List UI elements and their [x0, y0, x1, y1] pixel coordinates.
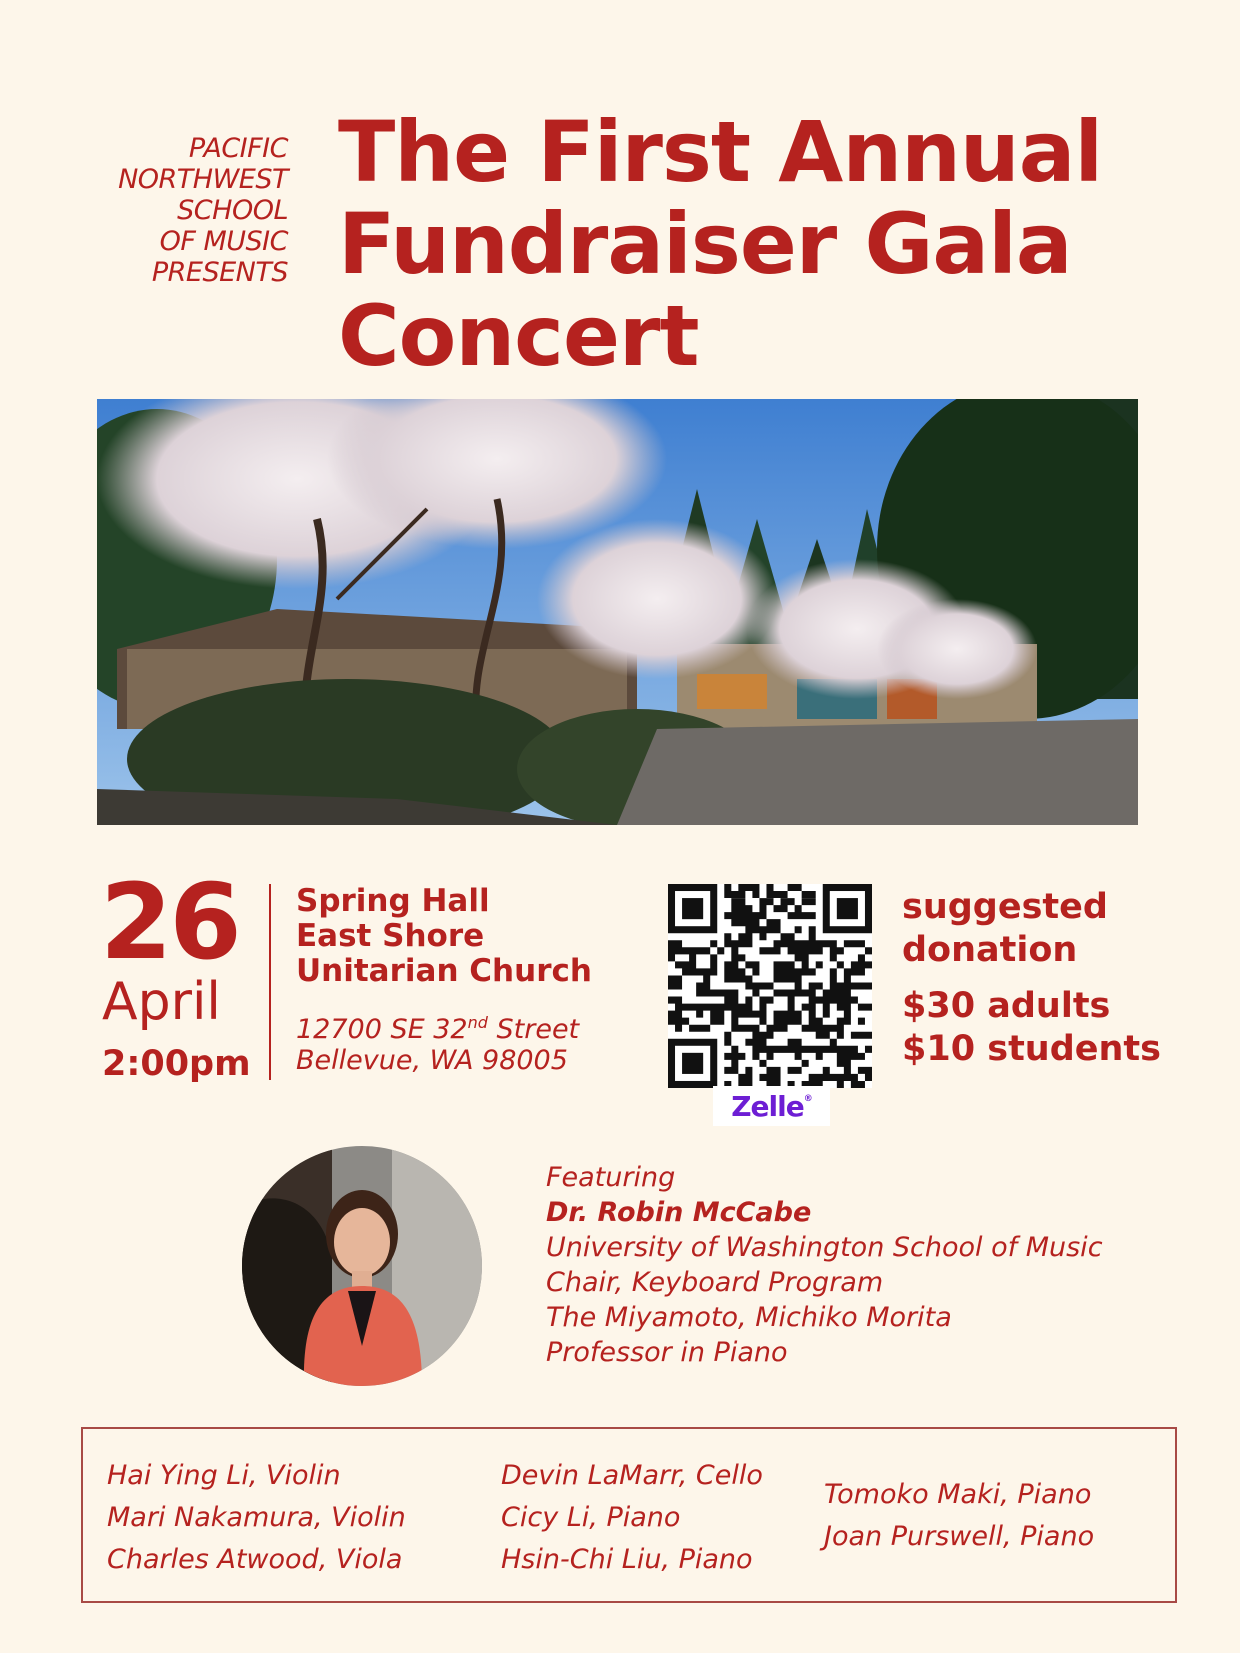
qr-finder-pattern — [837, 898, 858, 919]
performer: Tomoko Maki, Piano — [824, 1479, 1092, 1510]
event-day: 26 — [100, 861, 239, 983]
venue-street — [296, 1007, 592, 1045]
photo-illustration — [97, 399, 1138, 825]
venue-name — [296, 884, 592, 989]
featured-artist-name: Dr. Robin McCabe — [546, 1197, 812, 1228]
performer: Charles Atwood, Viola — [107, 1544, 403, 1575]
featuring-intro: Featuring — [546, 1162, 676, 1193]
performer: Joan Purswell, Piano — [824, 1521, 1095, 1552]
performer: Hsin-Chi Liu, Piano — [501, 1544, 753, 1575]
performer: Hai Ying Li, Violin — [107, 1460, 341, 1491]
venue-city: Bellevue, WA 98005 — [296, 1045, 568, 1076]
venue-name-line: Spring Hall — [296, 883, 490, 919]
featured-artist-detail: University of Washington School of Music — [546, 1232, 1103, 1263]
performer: Cicy Li, Piano — [501, 1502, 681, 1533]
street-name: Street — [487, 1014, 580, 1045]
price-adults: $30 adults — [902, 986, 1111, 1026]
title-line: Concert — [338, 287, 699, 385]
venue-address — [296, 1007, 592, 1076]
donation-label — [902, 886, 1161, 972]
qr-finder-pattern — [682, 1053, 703, 1074]
qr-code-icon[interactable] — [668, 884, 872, 1088]
street-suffix: nd — [467, 1013, 488, 1032]
venue-name-line: Unitarian Church — [296, 953, 592, 989]
presenter-line: PRESENTS — [151, 257, 288, 288]
performers-column-1 — [107, 1455, 406, 1581]
title-line: The First Annual — [338, 103, 1103, 201]
featured-artist-detail: Professor in Piano — [546, 1337, 788, 1368]
donation-label-line: suggested — [902, 887, 1108, 927]
performers-column-3 — [824, 1474, 1094, 1558]
featured-artist-portrait — [242, 1146, 482, 1386]
street-number: 12700 SE 32 — [296, 1014, 468, 1045]
donation-label-line: donation — [902, 930, 1078, 970]
spring-hall-photo — [97, 399, 1138, 825]
event-time: 2:00pm — [102, 1044, 251, 1084]
donation-info — [902, 886, 1161, 1071]
page-title — [338, 103, 1103, 385]
featured-artist-detail: Chair, Keyboard Program — [546, 1267, 884, 1298]
performers-list — [81, 1427, 1177, 1603]
featuring-info — [546, 1160, 1103, 1370]
presenter-text — [90, 133, 288, 288]
date-venue-divider — [269, 884, 271, 1080]
venue-name-line: East Shore — [296, 918, 485, 954]
performer: Devin LaMarr, Cello — [501, 1460, 763, 1491]
zelle-logo — [713, 1086, 830, 1126]
portrait-illustration — [242, 1146, 482, 1386]
presenter-line: OF MUSIC — [159, 226, 288, 257]
zelle-label: Zelle — [731, 1089, 804, 1123]
title-line: Fundraiser Gala — [338, 195, 1072, 293]
donation-prices — [902, 985, 1161, 1071]
venue-info — [296, 884, 592, 1076]
qr-code-graphic — [668, 884, 872, 1088]
event-month: April — [102, 972, 221, 1032]
qr-finder-pattern — [682, 898, 703, 919]
presenter-line: NORTHWEST — [118, 164, 288, 195]
price-students: $10 students — [902, 1029, 1161, 1069]
event-date — [100, 861, 260, 1084]
zelle-registered-mark: ® — [803, 1094, 812, 1104]
featured-artist-detail: The Miyamoto, Michiko Morita — [546, 1302, 952, 1333]
performer: Mari Nakamura, Violin — [107, 1502, 406, 1533]
presenter-line: PACIFIC — [188, 133, 288, 164]
presenter-line: SCHOOL — [177, 195, 288, 226]
performers-column-2 — [501, 1455, 763, 1581]
